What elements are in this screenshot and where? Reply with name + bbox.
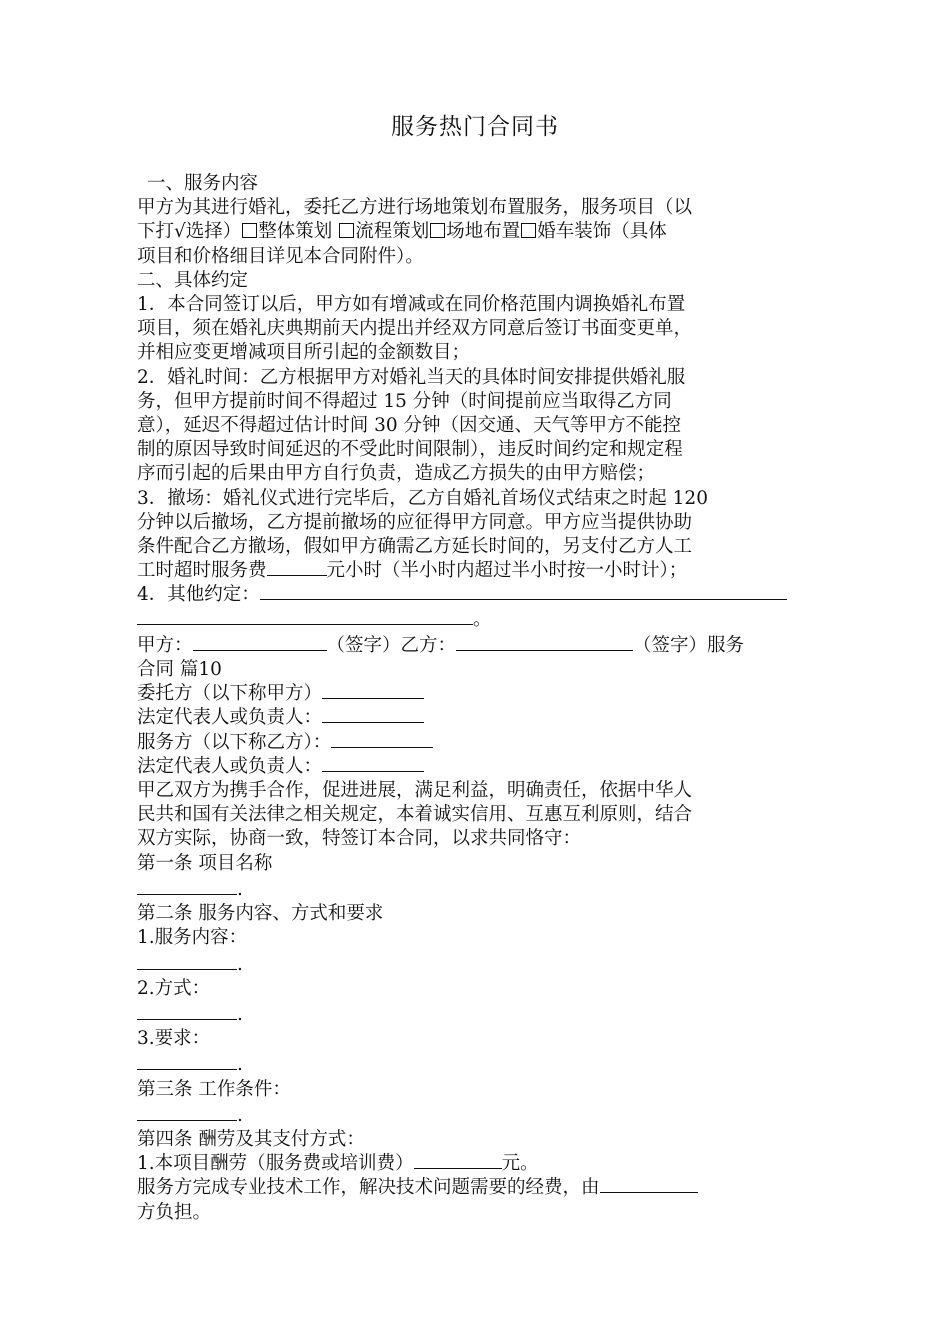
overtime-fee-blank[interactable] (267, 559, 327, 576)
party-a-label: 甲方： (137, 634, 193, 656)
field-label: 法定代表人或负责人： (137, 755, 323, 777)
fee-amount-blank[interactable] (414, 1152, 502, 1169)
period: . (237, 878, 243, 900)
service-content-blank-line (137, 953, 817, 977)
clause-line: 1．本合同签订以后，甲方如有增减或在同价格范围内调换婚礼布置 (137, 294, 686, 316)
checkbox-venue-setup[interactable] (430, 223, 445, 238)
client-blank[interactable] (322, 682, 424, 699)
contract-body (137, 172, 817, 1225)
provider-rep-field (137, 755, 817, 779)
article-2-item: 3.要求： (137, 1028, 211, 1050)
clause-text: 工时超时服务费 (137, 560, 267, 582)
client-rep-blank[interactable] (322, 706, 424, 723)
paragraph-line: 甲方为其进行婚礼，委托乙方进行场地策划布置服务，服务项目（以 (137, 197, 693, 219)
requirement-blank[interactable] (137, 1053, 237, 1070)
intro-line: 民共和国有关法律之相关规定，本着诚实信用、互惠互利原则，结合 (137, 804, 693, 826)
contract-heading: 合同 篇10 (137, 659, 222, 681)
other-terms-blank-2[interactable] (137, 608, 473, 625)
expense-text: 服务方完成专业技术工作，解决技术问题需要的经费，由 (137, 1177, 600, 1199)
article-2-item: 1.服务内容： (137, 927, 248, 949)
checkbox-overall-planning[interactable] (242, 223, 257, 238)
intro-line: 甲乙双方为携手合作，促进进展，满足利益，明确责任，依据中华人 (137, 780, 693, 802)
other-terms-line-2 (137, 608, 817, 632)
clause-text: 。 (473, 608, 492, 630)
signature-line (137, 634, 817, 658)
article-3-title: 第三条 工作条件： (137, 1078, 291, 1100)
field-label: 委托方（以下称甲方） (137, 683, 323, 705)
clause-line: 分钟以后撤场，乙方提前撤场的应征得甲方同意。甲方应当提供协助 (137, 511, 693, 533)
party-b-sign-blank[interactable] (456, 634, 633, 651)
paragraph-text: 下打√选择） (137, 221, 242, 243)
project-name-blank[interactable] (137, 878, 237, 895)
signature-text: （签字）乙方： (326, 634, 457, 656)
article-1-title: 第一条 项目名称 (137, 852, 273, 874)
article-2-title: 第二条 服务内容、方式和要求 (137, 903, 384, 925)
other-terms-line (137, 583, 817, 607)
clause-line: 序而引起的后果由甲方自行负责，造成乙方损失的由甲方赔偿； (137, 463, 656, 485)
clause-line: 项目，须在婚礼庆典期前天内提出并经双方同意后签订书面变更单， (137, 318, 693, 340)
clause-line: 务，但甲方提前时间不得超过 15 分钟（时间提前应当取得乙方同 (137, 390, 672, 412)
provider-field (137, 731, 817, 755)
section-heading-service-content: 一、服务内容 (147, 173, 259, 194)
signature-text: （签字）服务 (633, 634, 745, 656)
option-label: 整体策划 (258, 221, 333, 243)
overtime-fee-line (137, 559, 817, 583)
clause-text: 4．其他约定： (137, 584, 260, 606)
intro-line: 双方实际，协商一致，特签订本合同，以求共同恪守： (137, 828, 582, 850)
other-terms-blank[interactable] (260, 583, 787, 600)
service-options-line (137, 220, 817, 244)
clause-text: 元小时（半小时内超过半小时按一小时计）； (326, 560, 688, 582)
clause-line: 2．婚礼时间：乙方根据甲方对婚礼当天的具体时间安排提供婚礼服 (137, 366, 686, 388)
work-conditions-blank[interactable] (137, 1104, 237, 1121)
article-1-blank-line (137, 878, 817, 902)
checkbox-car-decoration[interactable] (521, 223, 536, 238)
method-blank[interactable] (137, 1003, 237, 1020)
expense-party-blank[interactable] (600, 1176, 698, 1193)
period: . (237, 953, 243, 975)
field-label: 法定代表人或负责人： (137, 707, 323, 729)
expense-line-end: 方负担。 (137, 1201, 212, 1223)
option-label: 婚车装饰 (537, 221, 612, 243)
service-content-blank[interactable] (137, 953, 237, 970)
paragraph-text: （具体 (611, 221, 667, 243)
client-field (137, 682, 817, 706)
section-heading-agreement: 二、具体约定 (137, 269, 249, 291)
fee-text: 元。 (501, 1153, 539, 1175)
period: . (237, 1104, 243, 1126)
option-label: 流程策划 (355, 221, 430, 243)
option-label: 场地布置 (446, 221, 521, 243)
method-blank-line (137, 1003, 817, 1027)
clause-line: 条件配合乙方撤场，假如甲方确需乙方延长时间的，另支付乙方人工 (137, 536, 693, 558)
clause-line: 制的原因导致时间延迟的不受此时间限制），违反时间约定和规定程 (137, 439, 683, 461)
article-2-item: 2.方式： (137, 977, 211, 999)
clause-line: 并相应变更增减项目所引起的金额数目； (137, 342, 471, 364)
clause-line: 3．撤场：婚礼仪式进行完毕后，乙方自婚礼首场仪式结束之时起 120 (137, 487, 708, 509)
requirement-blank-line (137, 1053, 817, 1077)
expense-line (137, 1176, 817, 1200)
fee-line (137, 1152, 817, 1176)
work-conditions-blank-line (137, 1104, 817, 1128)
party-a-sign-blank[interactable] (193, 634, 327, 651)
page-title: 服务热门合同书 (391, 114, 559, 140)
provider-rep-blank[interactable] (322, 755, 424, 772)
field-label: 服务方（以下称乙方）： (137, 731, 332, 753)
period: . (237, 1054, 243, 1076)
client-rep-field (137, 706, 817, 730)
fee-text: 1.本项目酬劳（服务费或培训费） (137, 1153, 414, 1175)
article-4-title: 第四条 酬劳及其支付方式： (137, 1128, 365, 1150)
provider-blank[interactable] (331, 731, 433, 748)
period: . (237, 1003, 243, 1025)
checkbox-process-planning[interactable] (339, 223, 354, 238)
clause-line: 意），延迟不得超过估计时间 30 分钟（因交通、天气等甲方不能控 (137, 415, 682, 437)
paragraph-line: 项目和价格细目详见本合同附件）。 (137, 245, 424, 267)
